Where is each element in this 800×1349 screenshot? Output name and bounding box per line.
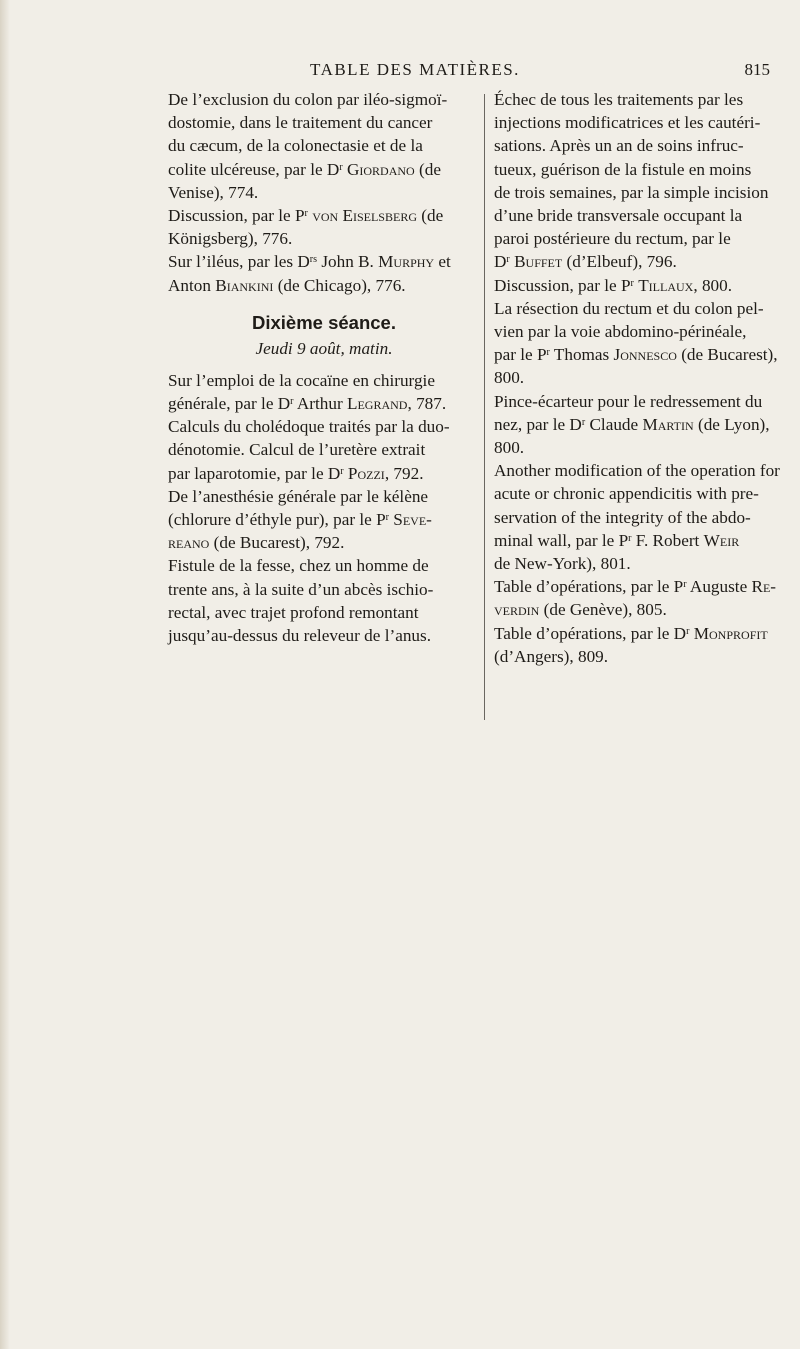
toc-entry: Discussion, par le $P^r$ Tillaux, 800. bbox=[494, 275, 733, 295]
author-name: Pozzi bbox=[347, 463, 385, 483]
section-subtitle: Jeudi 9 août, matin. bbox=[255, 338, 393, 358]
column-divider bbox=[484, 94, 485, 720]
running-header: TABLE DES MATIÈRES. bbox=[310, 60, 520, 79]
toc-entry: Discussion, par le $P^r$ von Eiselsberg (de Königsberg), 776. bbox=[168, 206, 444, 249]
author-name: Buffet bbox=[514, 252, 563, 272]
left-column bbox=[168, 88, 480, 647]
author-name: verdin bbox=[494, 600, 540, 620]
toc-entry: Calculs du cholédoque traités par la duo- dénotomie. Calcul de l’uretère extrait par laparotomie, par le $D^r$ Pozzi, 792. bbox=[168, 417, 450, 483]
toc-entry: Table d’opérations, par le $D^r$ Monprofit (d’Angers), 809. bbox=[494, 623, 768, 666]
author-name: Giordano bbox=[346, 159, 415, 179]
page-number: 815 bbox=[744, 60, 770, 79]
author-name: Martin bbox=[642, 414, 694, 434]
author-name: Biankini bbox=[215, 275, 274, 295]
toc-entry: De l’exclusion du colon par iléo-sigmoï- dostomie, dans le traitement du cancer du cæcum, de la colonectasie et de la colite ulcéreuse, par le $D^r$ Giordano (de Venise), 774. bbox=[168, 90, 448, 202]
right-column bbox=[494, 88, 794, 668]
author-name: Jonnesco bbox=[613, 345, 677, 365]
page-edge-shadow bbox=[0, 0, 10, 1349]
author-name: Seve- bbox=[393, 510, 432, 530]
toc-entry-continued: Échec de tous les traitements par les injections modificatrices et les cautéri- sations. Après un an de soins infruc- tueux, guérison de la fistule en moins de trois semaines, par la simple incision d’une bride transversale occupant la paroi postérieure du rectum, par le $D^r$ Buffet (d’Elbeuf), 796. bbox=[494, 90, 769, 272]
author-name: Murphy bbox=[378, 252, 435, 272]
toc-entry: Fistule de la fesse, chez un homme de trente ans, à la suite d’un abcès ischio- rectal, avec trajet profond remontant jusqu’au-dessus du releveur de l’anus. bbox=[168, 556, 434, 646]
author-name: von Eiselsberg bbox=[312, 206, 417, 226]
toc-entry: Table d’opérations, par le $P^r$ Auguste Re- verdin (de Genève), 805. bbox=[494, 577, 777, 620]
section-title: Dixième séance. bbox=[252, 311, 396, 333]
toc-entry: Another modification of the operation for acute or chronic appendicitis with pre- servation of the integrity of the abdo- minal wall, par le $P^r$ F. Robert Weir de New-York), 801. bbox=[494, 461, 780, 574]
toc-entry: Sur l’iléus, par les $D^{rs}$ John B. Murphy et Anton Biankini (de Chicago), 776. bbox=[168, 252, 451, 295]
toc-entry: De l’anesthésie générale par le kélène (chlorure d’éthyle pur), par le $P^r$ Seve- reano (de Bucarest), 792. bbox=[168, 486, 432, 553]
author-name: Legrand bbox=[346, 394, 408, 414]
toc-entry: Pince-écarteur pour le redressement du nez, par le $D^r$ Claude Martin (de Lyon), 800. bbox=[494, 391, 770, 458]
author-name: Re- bbox=[751, 577, 777, 597]
author-name: Monprofit bbox=[693, 623, 768, 643]
author-name: Tillaux bbox=[638, 275, 694, 295]
toc-entry: Sur l’emploi de la cocaïne en chirurgie générale, par le $D^r$ Arthur Legrand, 787. bbox=[168, 370, 447, 414]
author-name: reano bbox=[168, 533, 210, 553]
toc-entry: La résection du rectum et du colon pel- vien par la voie abdomino-périnéale, par le $P^r$ Thomas Jonnesco (de Bucarest), 800. bbox=[494, 298, 778, 388]
author-name: Weir bbox=[703, 530, 740, 550]
